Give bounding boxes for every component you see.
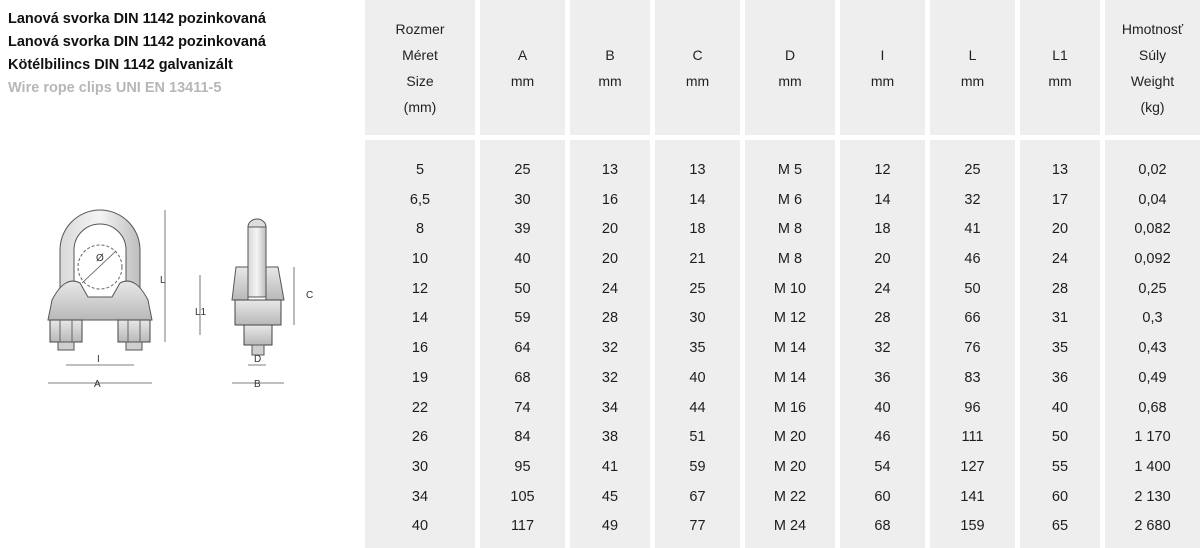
- table-cell: M 24: [773, 518, 807, 535]
- column-body: [480, 140, 565, 548]
- header-line: mm: [778, 72, 802, 89]
- table-cell: 50: [1051, 429, 1069, 446]
- table-cell: 40: [689, 369, 706, 386]
- table-cell: 60: [1051, 488, 1069, 505]
- header-line: C: [692, 46, 703, 63]
- table-cell: 34: [411, 488, 429, 505]
- column-header: [480, 0, 565, 135]
- table-cell: 26: [411, 429, 429, 446]
- wire-rope-clip-drawing: [30, 205, 340, 405]
- table-cell: 66: [964, 310, 981, 327]
- table-cell: 39: [514, 221, 531, 238]
- table-cell: 36: [1051, 369, 1069, 386]
- column-body: [1105, 140, 1200, 548]
- table-cell: 18: [689, 221, 706, 238]
- column-body: [570, 140, 650, 548]
- table-cell: 44: [689, 399, 706, 416]
- table-cell: 41: [964, 221, 981, 238]
- table-cell: M 16: [773, 399, 807, 416]
- table-cell: 14: [411, 310, 429, 327]
- table-cell: 67: [689, 488, 706, 505]
- table-cell: 2 680: [1134, 518, 1171, 535]
- table-cell: 0,092: [1134, 251, 1171, 268]
- column-header: [365, 0, 475, 135]
- table-cell: 28: [874, 310, 891, 327]
- table-cell: 1 170: [1134, 429, 1171, 446]
- table-cell: 12: [874, 162, 891, 178]
- header-line: Hmotnosť: [1121, 20, 1184, 37]
- dim-A-label: A: [94, 379, 101, 390]
- column-header: [745, 0, 835, 135]
- header-line: (kg): [1140, 98, 1165, 115]
- table-cell: 0,02: [1138, 162, 1167, 178]
- column-header: [840, 0, 925, 135]
- col-c: [655, 0, 740, 548]
- table-cell: 46: [964, 251, 981, 268]
- table-cell: 41: [601, 458, 619, 475]
- table-cell: 18: [874, 221, 891, 238]
- table-cell: 31: [1051, 310, 1069, 327]
- table-cell: 74: [514, 399, 531, 416]
- table-cell: M 12: [773, 310, 807, 327]
- table-cell: 111: [961, 429, 984, 446]
- header-line: Weight: [1130, 72, 1175, 89]
- table-cell: 0,43: [1138, 340, 1167, 357]
- col-a: [480, 0, 565, 548]
- table-cell: 14: [689, 191, 706, 208]
- col-weight: [1105, 0, 1200, 548]
- header-line: D: [784, 46, 796, 63]
- table-cell: 17: [1051, 191, 1069, 208]
- header-line: B: [605, 46, 615, 63]
- dim-B-label: B: [254, 379, 261, 390]
- table-cell: 32: [964, 191, 981, 208]
- table-cell: 50: [964, 280, 981, 297]
- table-cell: 49: [601, 518, 619, 535]
- table-cell: 35: [1051, 340, 1069, 357]
- table-cell: 24: [601, 280, 619, 297]
- table-cell: 40: [411, 518, 429, 535]
- table-cell: 5: [415, 162, 425, 178]
- header-line: (mm): [403, 98, 437, 115]
- table-cell: 30: [411, 458, 429, 475]
- table-cell: 35: [689, 340, 706, 357]
- table-cell: 10: [411, 251, 429, 268]
- table-cell: 13: [1051, 162, 1069, 178]
- table-cell: 30: [514, 191, 531, 208]
- table-cell: 40: [514, 251, 531, 268]
- table-cell: 22: [411, 399, 429, 416]
- table-cell: M 8: [777, 221, 803, 238]
- col-l1: [1020, 0, 1100, 548]
- dim-L-label: L: [160, 275, 166, 286]
- title-slovak: Lanová svorka DIN 1142 pozinkovaná: [8, 11, 266, 27]
- header-line: Súly: [1138, 46, 1167, 63]
- header-line: mm: [685, 72, 710, 89]
- header-line: A: [517, 46, 528, 63]
- column-body: [655, 140, 740, 548]
- header-line: mm: [960, 72, 985, 89]
- dim-phi-label: Ø: [96, 253, 104, 264]
- dim-C-label: C: [306, 290, 314, 301]
- table-cell: 0,04: [1138, 191, 1167, 208]
- table-cell: 54: [874, 458, 891, 475]
- table-cell: 25: [514, 162, 531, 178]
- table-cell: 40: [1051, 399, 1069, 416]
- table-cell: 30: [689, 310, 706, 327]
- table-cell: 51: [689, 429, 706, 446]
- table-cell: 20: [874, 251, 891, 268]
- table-cell: 34: [601, 399, 619, 416]
- column-header: [1105, 0, 1200, 135]
- column-body: [745, 140, 835, 548]
- dimension-table: [365, 0, 1200, 548]
- header-line: L1: [1052, 46, 1068, 63]
- table-cell: 12: [411, 280, 429, 297]
- column-body: [930, 140, 1015, 548]
- table-cell: 59: [514, 310, 531, 327]
- table-cell: 16: [411, 340, 429, 357]
- table-cell: 6,5: [409, 191, 431, 208]
- table-cell: 77: [689, 518, 706, 535]
- dim-I-label: I: [97, 354, 100, 365]
- column-header: [930, 0, 1015, 135]
- header-line: mm: [510, 72, 535, 89]
- table-cell: 95: [514, 458, 531, 475]
- title-slovak-2: Lanová svorka DIN 1142 pozinkovaná: [8, 34, 266, 50]
- col-b: [570, 0, 650, 548]
- table-cell: 127: [960, 458, 985, 475]
- table-cell: 32: [601, 369, 619, 386]
- header-line: Méret: [402, 46, 438, 63]
- dim-D-label: D: [254, 354, 262, 365]
- table-cell: 96: [964, 399, 981, 416]
- table-cell: M 22: [773, 488, 807, 505]
- table-cell: 0,3: [1142, 310, 1163, 327]
- table-cell: M 20: [773, 429, 807, 446]
- table-cell: 8: [415, 221, 425, 238]
- header-line: mm: [1048, 72, 1072, 89]
- table-cell: 68: [874, 518, 891, 535]
- table-cell: 0,082: [1134, 221, 1171, 238]
- column-header: [655, 0, 740, 135]
- table-cell: M 10: [773, 280, 807, 297]
- saddle-front: [48, 281, 152, 320]
- header-line: mm: [598, 72, 622, 89]
- table-cell: 14: [874, 191, 891, 208]
- table-cell: M 14: [773, 369, 807, 386]
- table-cell: 59: [689, 458, 706, 475]
- table-cell: 105: [510, 488, 535, 505]
- table-cell: 24: [874, 280, 891, 297]
- table-cell: 83: [964, 369, 981, 386]
- table-cell: 0,49: [1138, 369, 1167, 386]
- table-cell: 55: [1051, 458, 1069, 475]
- table-cell: 28: [601, 310, 619, 327]
- table-cell: 25: [964, 162, 981, 178]
- table-cell: 45: [601, 488, 619, 505]
- col-i: [840, 0, 925, 548]
- table-cell: 68: [514, 369, 531, 386]
- column-header: [570, 0, 650, 135]
- table-cell: 76: [964, 340, 981, 357]
- col-l: [930, 0, 1015, 548]
- col-d: [745, 0, 835, 548]
- table-cell: 50: [514, 280, 531, 297]
- table-cell: 60: [874, 488, 891, 505]
- table-cell: 32: [601, 340, 619, 357]
- table-cell: 16: [601, 191, 619, 208]
- table-cell: 32: [874, 340, 891, 357]
- table-cell: 13: [601, 162, 619, 178]
- table-cell: 20: [601, 221, 619, 238]
- header-line: L: [968, 46, 977, 63]
- header-line: I: [880, 46, 885, 63]
- table-cell: 1 400: [1134, 458, 1171, 475]
- column-body: [1020, 140, 1100, 548]
- table-cell: M 8: [777, 251, 803, 268]
- table-cell: M 6: [777, 191, 803, 208]
- header-line: Rozmer: [395, 20, 445, 37]
- u-bolt-front: [60, 210, 140, 290]
- table-cell: 117: [510, 518, 535, 535]
- table-cell: 19: [411, 369, 429, 386]
- title-english: Wire rope clips UNI EN 13411-5: [8, 80, 222, 96]
- left-panel: [0, 0, 365, 548]
- table-cell: 64: [514, 340, 531, 357]
- column-body: [840, 140, 925, 548]
- table-cell: 2 130: [1134, 488, 1171, 505]
- dim-L1-label: L1: [195, 307, 207, 318]
- table-cell: 141: [960, 488, 985, 505]
- table-cell: 65: [1051, 518, 1069, 535]
- table-cell: 25: [689, 280, 706, 297]
- table-cell: 38: [601, 429, 619, 446]
- header-line: mm: [870, 72, 895, 89]
- table-cell: M 5: [777, 162, 803, 178]
- table-cell: 36: [874, 369, 891, 386]
- table-cell: 84: [514, 429, 531, 446]
- table-cell: 159: [960, 518, 985, 535]
- product-titles: [8, 8, 266, 100]
- table-cell: 0,25: [1138, 280, 1167, 297]
- table-cell: 24: [1051, 251, 1069, 268]
- table-cell: 40: [874, 399, 891, 416]
- table-cell: 0,68: [1138, 399, 1167, 416]
- table-cell: 28: [1051, 280, 1069, 297]
- table-cell: 13: [689, 162, 706, 178]
- column-header: [1020, 0, 1100, 135]
- column-body: [365, 140, 475, 548]
- table-cell: 20: [601, 251, 619, 268]
- table-cell: 46: [874, 429, 891, 446]
- col-size: [365, 0, 475, 548]
- table-cell: M 14: [773, 340, 807, 357]
- title-hungarian: Kötélbilincs DIN 1142 galvanizált: [8, 57, 233, 73]
- header-line: Size: [406, 72, 434, 89]
- table-cell: 20: [1051, 221, 1069, 238]
- table-cell: M 20: [773, 458, 807, 475]
- table-cell: 21: [689, 251, 706, 268]
